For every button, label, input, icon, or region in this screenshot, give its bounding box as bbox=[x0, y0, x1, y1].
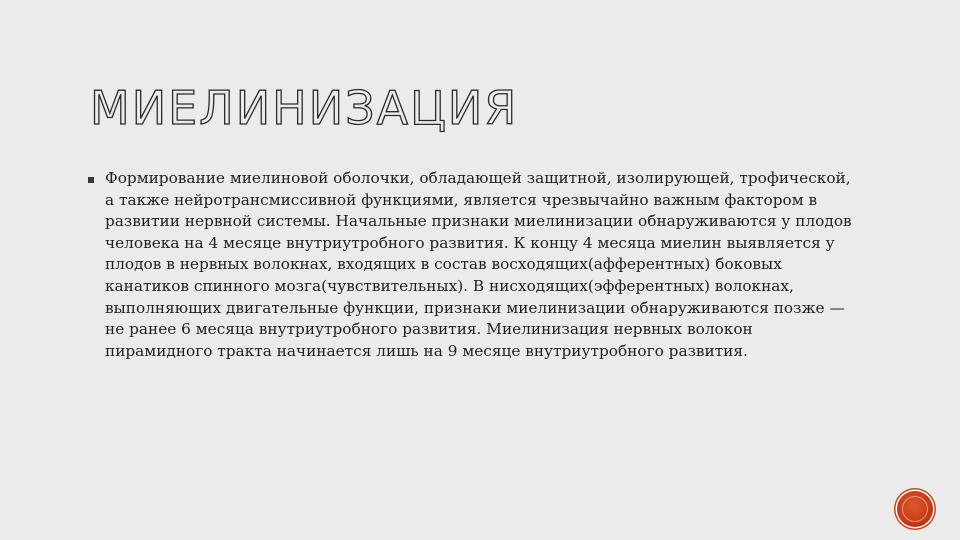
bullet-text: Формирование миелиновой оболочки, обладающей защитной, изолирующей, трофической, а также нейротрансмиссивной функциями, является чрезвычайно важным фактором в развитии нервной системы. Начальные признаки миелинизации обнаруживаются у плодов человека на 4 месяце внутриутробного развития. К концу 4 месяца миелин выявляется у плодов в нервных волокнах, входящих в состав восходящих(афферентных) боковых канатиков спинного мозга(чувствительных). В нисходящих(эфферентных) волокнах, выполняющих двигательные функции, признаки миелинизации обнаруживаются позже — не ранее 6 месяца внутриутробного развития. Миелинизация нервных волокон пирамидного тракта начинается лишь на 9 месяце внутриутробного развития. bbox=[105, 169, 852, 360]
slide-content bbox=[88, 168, 858, 362]
bullet-item bbox=[88, 168, 858, 362]
square-bullet-icon bbox=[88, 177, 94, 183]
slide-title: МИЕЛИНИЗАЦИЯ bbox=[90, 81, 519, 135]
badge-ring bbox=[902, 496, 928, 522]
slide-number-badge-icon bbox=[897, 491, 933, 527]
